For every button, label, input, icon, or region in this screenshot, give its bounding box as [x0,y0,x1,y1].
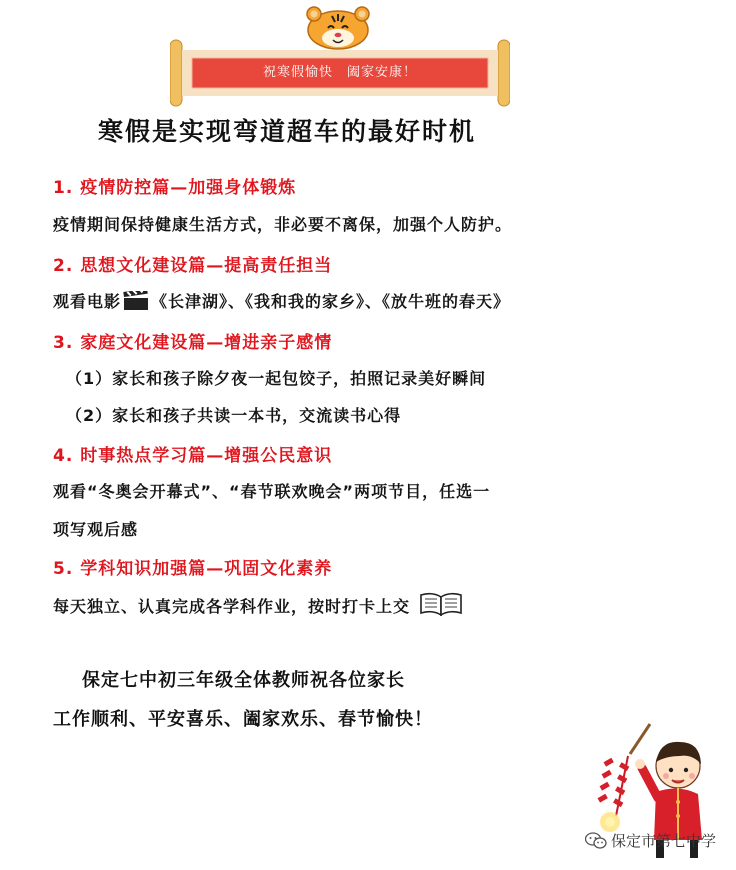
closing-line-2: 工作顺利、平安喜乐、阖家欢乐、春节愉快！ [53,709,433,730]
section-heading-5: 5. 学科知识加强篇—巩固文化素养 [53,559,333,579]
banner-text: 祝寒假愉快 阖家安康！ [262,65,417,80]
closing-line-1: 保定七中初三年级全体教师祝各位家长 [82,670,405,691]
section-4-line-2: 项写观后感 [53,520,139,539]
watermark [585,830,716,851]
section-4-line-1: 观看“冬奥会开幕式”、“春节联欢晚会”两项节目，任选一 [53,482,491,501]
page-title: 寒假是实现弯道超车的最好时机 [98,117,477,146]
open-book-icon [419,592,463,616]
section-2-line [53,289,510,312]
section-heading-3: 3. 家庭文化建设篇—增进亲子感情 [53,333,333,353]
section-3-line-2: （2）家长和孩子共读一本书，交流读书心得 [66,406,402,425]
section-1-line: 疫情期间保持健康生活方式，非必要不离保，加强个人防护。 [53,215,513,234]
clapperboard-icon [123,291,149,311]
movie-prefix: 观看电影 [53,292,122,311]
section-heading-1: 1. 疫情防控篇—加强身体锻炼 [53,178,297,198]
section-5-line [53,592,465,617]
section-heading-2: 2. 思想文化建设篇—提高责任担当 [53,256,333,276]
movie-titles: 《长津湖》、《我和我的家乡》、《放牛班的春天》 [151,292,511,311]
homework-text: 每天独立、认真完成各学科作业，按时打卡上交 [53,597,411,616]
section-heading-4: 4. 时事热点学习篇—增强公民意识 [53,446,333,466]
watermark-text: 保定市第七中学 [610,832,716,850]
wechat-icon [585,832,607,850]
section-3-line-1: （1）家长和孩子除夕夜一起包饺子，拍照记录美好瞬间 [66,369,487,388]
